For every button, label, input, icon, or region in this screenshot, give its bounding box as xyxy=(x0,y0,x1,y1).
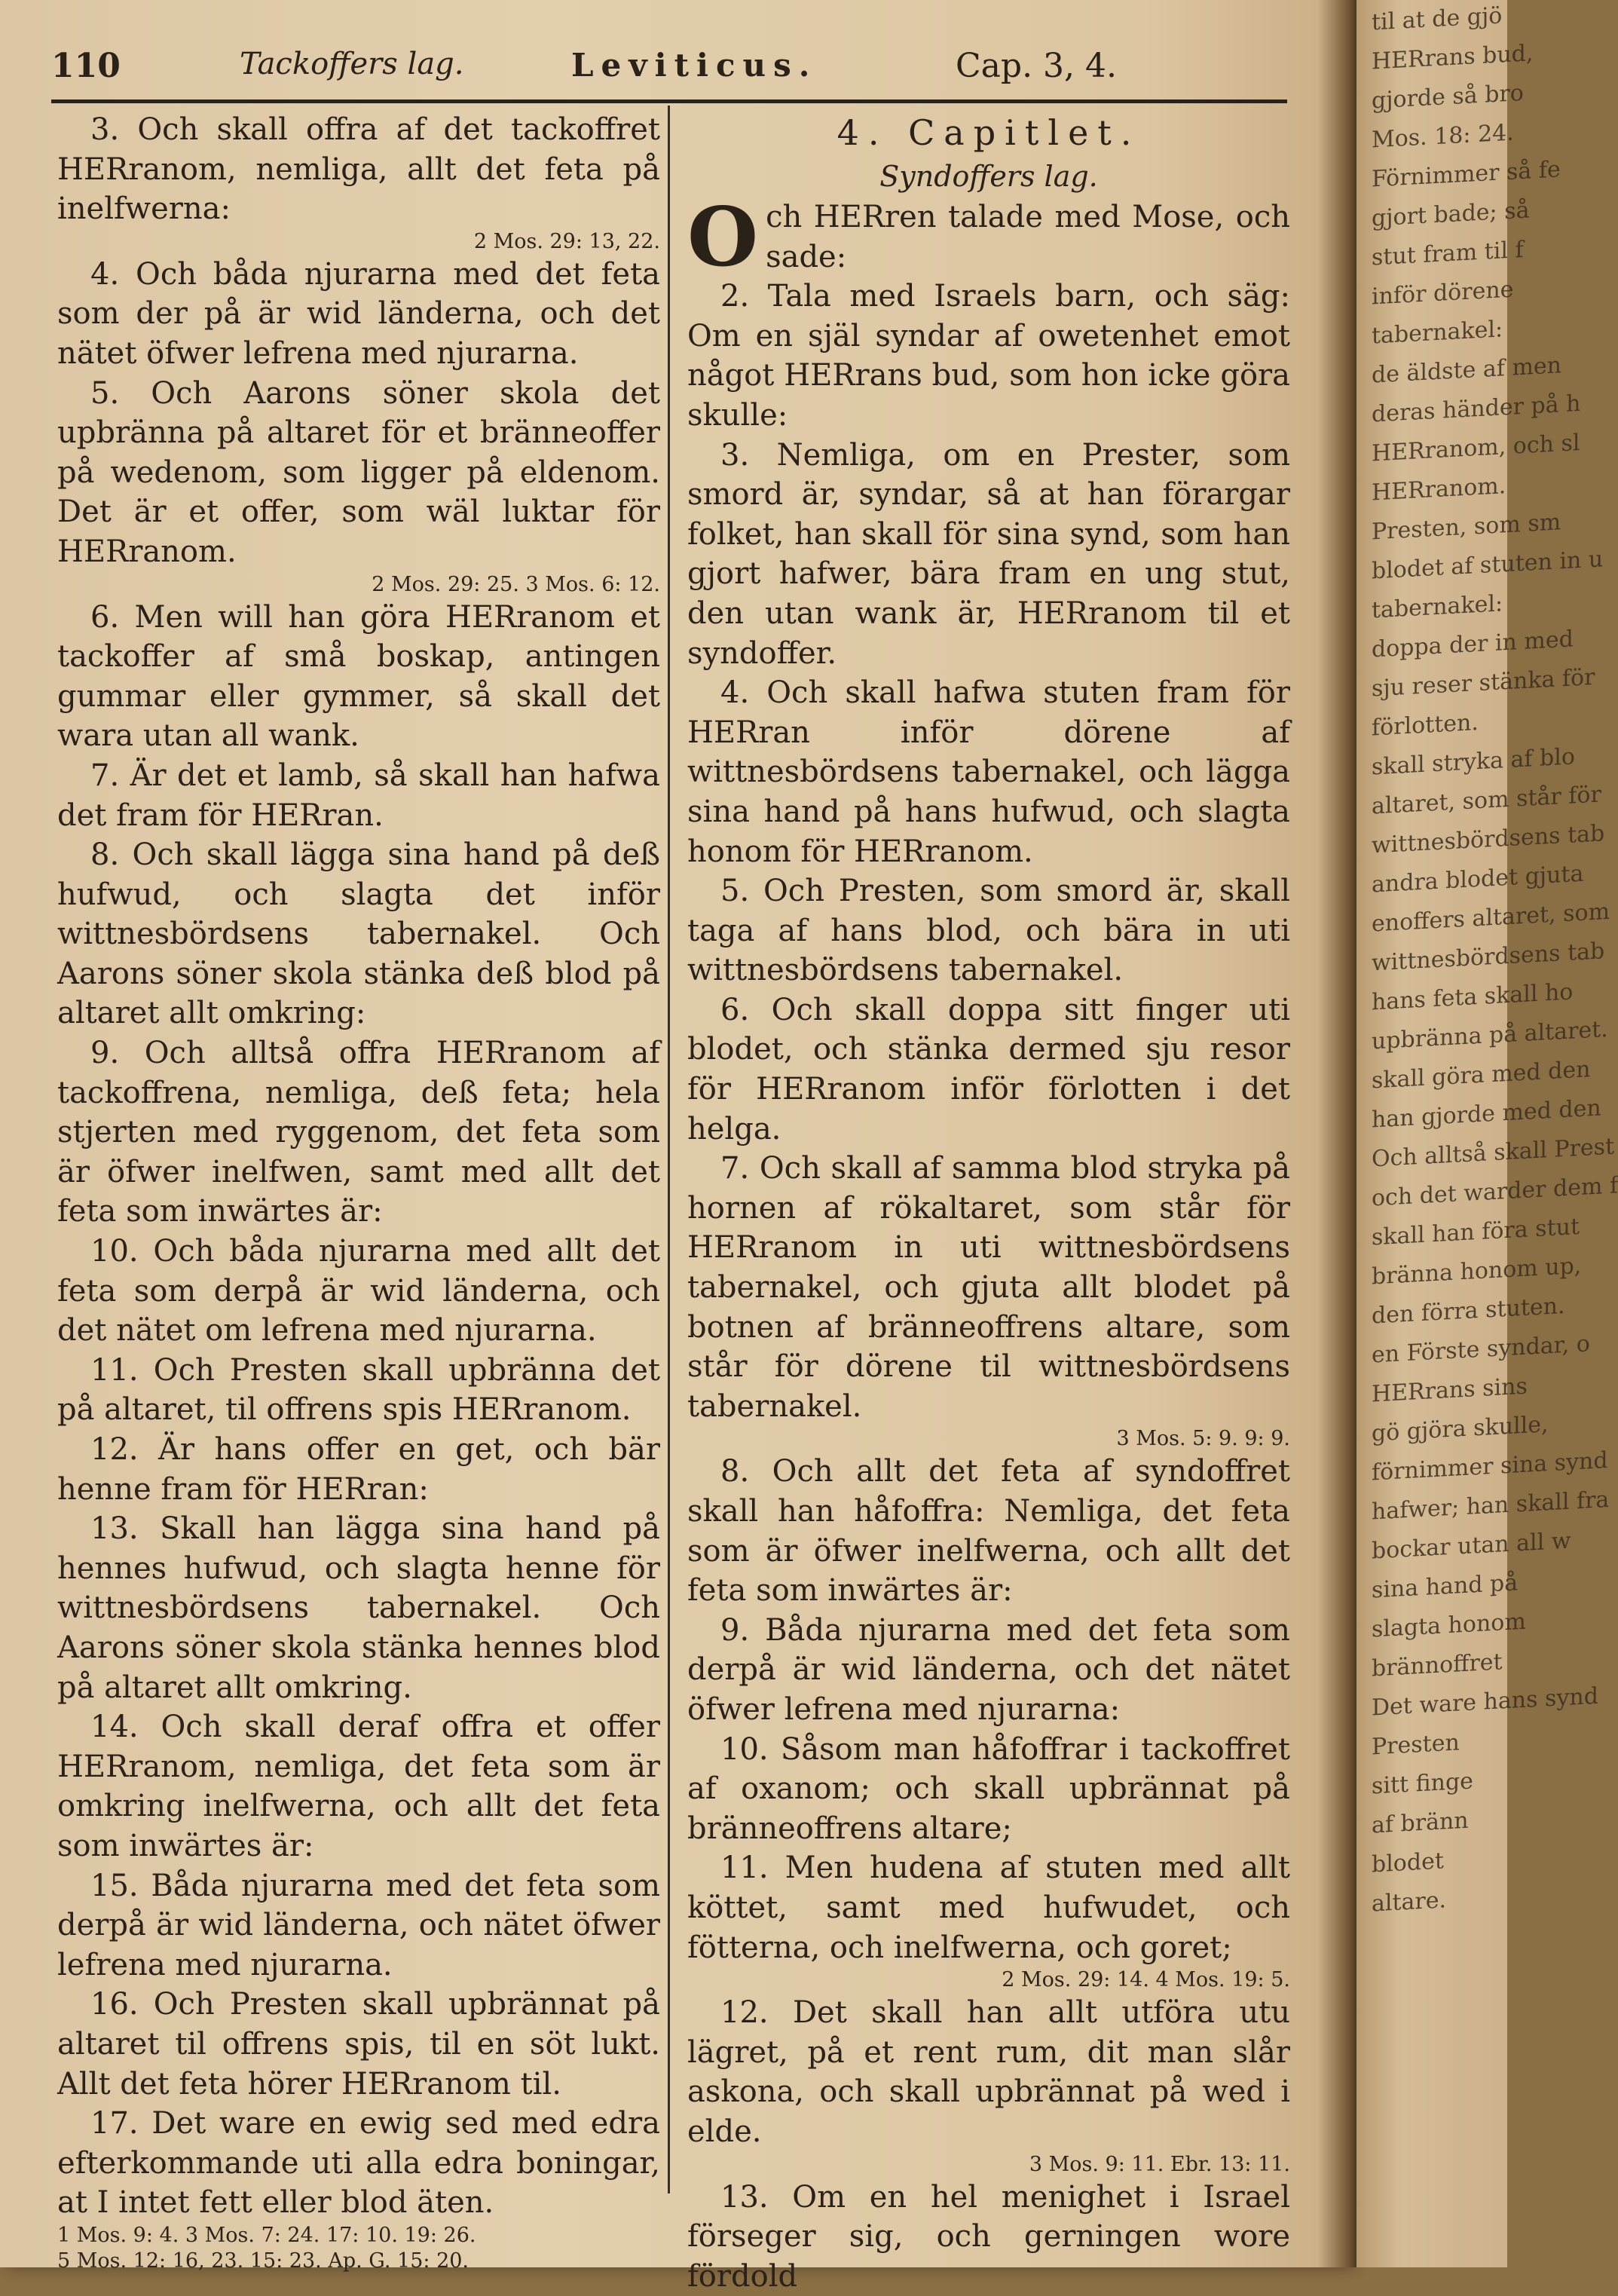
running-header xyxy=(51,47,1287,99)
adjacent-page-line: gjorde så bro xyxy=(1372,75,1500,121)
verse: 6. Och skall doppa sitt finger uti blodet, och stänka dermed sju resor för HERranom inför förlotten i det helga. xyxy=(687,990,1290,1149)
cross-reference: 3 Mos. 9: 11. Ebr. 13: 11. xyxy=(687,2152,1290,2178)
right-column xyxy=(687,110,1290,2296)
adjacent-page-line: tabernakel: xyxy=(1372,585,1500,631)
header-rule xyxy=(51,99,1287,103)
adjacent-page-line: HERranom. xyxy=(1372,467,1500,513)
adjacent-page-line: förnimmer sina synd xyxy=(1372,1447,1500,1493)
verse: 5. Och Presten, som smord är, skall taga af hans blod, och bära in uti wittnesbördsens tabernakel. xyxy=(687,871,1290,990)
drop-cap: O xyxy=(687,204,758,271)
adjacent-page-edge xyxy=(1356,0,1507,2267)
verse: 5. Och Aarons söner skola det upbränna på altaret för et bränneoffer på wedenom, som ligger på eldenom. Det är et offer, som wäl luktar för HERranom. xyxy=(57,374,660,572)
adjacent-page-line: slagta honom xyxy=(1372,1604,1500,1650)
adjacent-page-line: de äldste af men xyxy=(1372,350,1500,396)
adjacent-page-line: HERrans sins xyxy=(1372,1369,1500,1415)
verse: 12. Är hans offer en get, och bär henne fram för HERran: xyxy=(57,1430,660,1509)
verse: 10. Såsom man håfoffrar i tackoffret af oxanom; och skall upbrännat på bränneoffrens altare; xyxy=(687,1730,1290,1849)
adjacent-page-line: HERrans bud, xyxy=(1372,36,1500,82)
adjacent-page-line: inför dörene xyxy=(1372,271,1500,317)
chapter-reference: Cap. 3, 4. xyxy=(956,47,1117,85)
adjacent-page-line: hafwer; han skall fra xyxy=(1372,1486,1500,1532)
adjacent-page-line: altare. xyxy=(1372,1878,1500,1924)
verse: 8. Och allt det feta af syndoffret skall han håfoffra: Nemliga, det feta som är öfwer inelfwerna, och allt det feta som inwärtes är: xyxy=(687,1452,1290,1610)
adjacent-page-line: blodet xyxy=(1372,1839,1500,1885)
adjacent-page-line: sina hand på xyxy=(1372,1565,1500,1611)
verse: 14. Och skall deraf offra et offer HERranom, nemliga, det feta som är omkring inelfwerna, och allt det feta som inwärtes är: xyxy=(57,1707,660,1866)
adjacent-page-line: sitt finge xyxy=(1372,1761,1500,1807)
adjacent-page-line: deras händer på h xyxy=(1372,389,1500,435)
verse: 13. Skall han lägga sina hand på hennes hufwud, och slagta henne för wittnesbördsens tabernakel. Och Aarons söner skola stänka hennes blod på altaret allt omkring. xyxy=(57,1509,660,1707)
verse: 9. Båda njurarna med det feta som derpå är wid länderna, och det nätet öfwer lefrena med njurarna: xyxy=(687,1611,1290,1730)
adjacent-page-line: til at de gjö xyxy=(1372,0,1500,42)
adjacent-page-line: och det warder dem f xyxy=(1372,1173,1500,1219)
verse: 4. Och skall hafwa stuten fram för HERran inför dörene af wittnesbördsens tabernakel, och lägga sina hand på hans hufwud, och slagta honom för HERranom. xyxy=(687,673,1290,871)
section-title: Tackoffers lag. xyxy=(240,47,463,81)
adjacent-page-line: Och alltså skall Prest xyxy=(1372,1134,1500,1180)
adjacent-page-line: skall han föra stut xyxy=(1372,1212,1500,1258)
adjacent-page-line: skall stryka af blo xyxy=(1372,742,1500,788)
adjacent-page-line: Förnimmer så fe xyxy=(1372,154,1500,200)
book-title: Leviticus. xyxy=(571,47,817,84)
adjacent-page-line: hans feta skall ho xyxy=(1372,977,1500,1023)
adjacent-page-line: HERranom, och sl xyxy=(1372,428,1500,474)
verse: 8. Och skall lägga sina hand på deß hufwud, och slagta det inför wittnesbördsens tabernakel. Och Aarons söner skola stänka deß blod på altaret allt omkring: xyxy=(57,835,660,1033)
cross-reference: 2 Mos. 29: 13, 22. xyxy=(57,229,660,255)
adjacent-page-line: gö gjöra skulle, xyxy=(1372,1408,1500,1454)
adjacent-page-line: altaret, som står för xyxy=(1372,781,1500,827)
verse: 7. Och skall af samma blod stryka på hornen af rökaltaret, som står för HERranom in uti wittnesbördsens tabernakel, och gjuta allt blodet på botnen af bränneoffrens altare, som står för dörene til wittnesbördsens tabernakel. xyxy=(687,1149,1290,1426)
verse-first xyxy=(687,197,1290,277)
chapter-title: 4. Capitlet. xyxy=(687,110,1290,155)
adjacent-page-line: af bränn xyxy=(1372,1800,1500,1846)
adjacent-page-line: sju reser stänka för xyxy=(1372,663,1500,709)
adjacent-page-line: bockar utan all w xyxy=(1372,1526,1500,1572)
adjacent-page-line: stut fram til f xyxy=(1372,232,1500,278)
adjacent-page-line: blodet af stuten in u xyxy=(1372,546,1500,592)
adjacent-page-line: brännoffret xyxy=(1372,1643,1500,1689)
footer-reference: 1 Mos. 9: 4. 3 Mos. 7: 24. 17: 10. 19: 26. xyxy=(57,2223,660,2249)
verse: 11. Men hudena af stuten med allt köttet, samt med hufwudet, och fötterna, och inelfwerna, och goret; xyxy=(687,1848,1290,1967)
adjacent-page-line: skall göra med den xyxy=(1372,1055,1500,1101)
adjacent-page-line: wittnesbördsens tab xyxy=(1372,820,1500,866)
cross-reference: 2 Mos. 29: 25. 3 Mos. 6: 12. xyxy=(57,572,660,598)
verse: 17. Det ware en ewig sed med edra efterkommande uti alla edra boningar, at I intet fett eller blod äten. xyxy=(57,2104,660,2223)
left-column xyxy=(57,110,660,2274)
chapter-subtitle: Syndoffers lag. xyxy=(687,155,1290,197)
adjacent-page-text xyxy=(1372,0,1500,2270)
adjacent-page-line: han gjorde med den xyxy=(1372,1094,1500,1140)
adjacent-page-line: Presten xyxy=(1372,1722,1500,1768)
page-number: 110 xyxy=(51,47,121,85)
adjacent-page-line: gjort bade; så xyxy=(1372,193,1500,239)
verse: ch HERren talade med Mose, och sade: xyxy=(766,200,1290,274)
verse: 15. Båda njurarna med det feta som derpå är wid länderna, och nätet öfwer lefrena med njurarna. xyxy=(57,1866,660,1985)
verse: 3. Nemliga, om en Prester, som smord är, syndar, så at han förargar folket, han skall för sina synd, som han gjort hafwer, bära fram en ung stut, den utan wank är, HERranom til et syndoffer. xyxy=(687,436,1290,674)
adjacent-page-line: doppa der in med xyxy=(1372,624,1500,670)
verse: 13. Om en hel menighet i Israel förseger sig, och gerningen wore fördold xyxy=(687,2178,1290,2296)
verse: 2. Tala med Israels barn, och säg: Om en själ syndar af owetenhet emot något HERrans bud, som hon icke göra skulle: xyxy=(687,277,1290,435)
adjacent-page-line: Mos. 18: 24. xyxy=(1372,115,1500,161)
verse: 9. Och alltså offra HERranom af tackoffrena, nemliga, deß feta; hela stjerten med ryggenom, det feta som är öfwer inelfwen, samt med allt det feta som inwärtes är: xyxy=(57,1033,660,1232)
adjacent-page-line: den förra stuten. xyxy=(1372,1290,1500,1336)
adjacent-page-line: förlotten. xyxy=(1372,703,1500,748)
adjacent-page-line: Det ware hans synd xyxy=(1372,1682,1500,1728)
verse: 6. Men will han göra HERranom et tackoffer af små boskap, antingen gummar eller gymmer, så skall det wara utan all wank. xyxy=(57,598,660,756)
verse: 16. Och Presten skall upbrännat på altaret til offrens spis, til en söt lukt. Allt det feta hörer HERranom til. xyxy=(57,1985,660,2104)
verse: 4. Och båda njurarna med det feta som der på är wid länderna, och det nätet öfwer lefrena med njurarna. xyxy=(57,255,660,374)
adjacent-page-line: en Förste syndar, o xyxy=(1372,1330,1500,1376)
adjacent-page-line: Presten, som sm xyxy=(1372,507,1500,553)
verse: 10. Och båda njurarna med allt det feta som derpå är wid länderna, och det nätet om lefrena med njurarna. xyxy=(57,1232,660,1351)
cross-reference: 2 Mos. 29: 14. 4 Mos. 19: 5. xyxy=(687,1967,1290,1993)
adjacent-page-line: upbränna på altaret. xyxy=(1372,1016,1500,1062)
adjacent-page-line: bränna honom up, xyxy=(1372,1251,1500,1297)
verse: 12. Det skall han allt utföra utu lägret, på et rent rum, dit man slår askona, och skall upbrännat på wed i elde. xyxy=(687,1993,1290,2151)
adjacent-page-line: wittnesbördsens tab xyxy=(1372,938,1500,984)
column-divider xyxy=(668,106,670,2193)
adjacent-page-line: tabernakel: xyxy=(1372,311,1500,357)
verse: 11. Och Presten skall upbränna det på altaret, til offrens spis HERranom. xyxy=(57,1351,660,1430)
footer-reference: 5 Mos. 12: 16, 23. 15: 23. Ap. G. 15: 20. xyxy=(57,2249,660,2274)
cross-reference: 3 Mos. 5: 9. 9: 9. xyxy=(687,1426,1290,1452)
verse: 7. Är det et lamb, så skall han hafwa det fram för HERran. xyxy=(57,756,660,835)
adjacent-page-line: andra blodet gjuta xyxy=(1372,859,1500,905)
adjacent-page-line: enoffers altaret, som xyxy=(1372,899,1500,944)
verse: 3. Och skall offra af det tackoffret HERranom, nemliga, allt det feta på inelfwerna: xyxy=(57,110,660,229)
